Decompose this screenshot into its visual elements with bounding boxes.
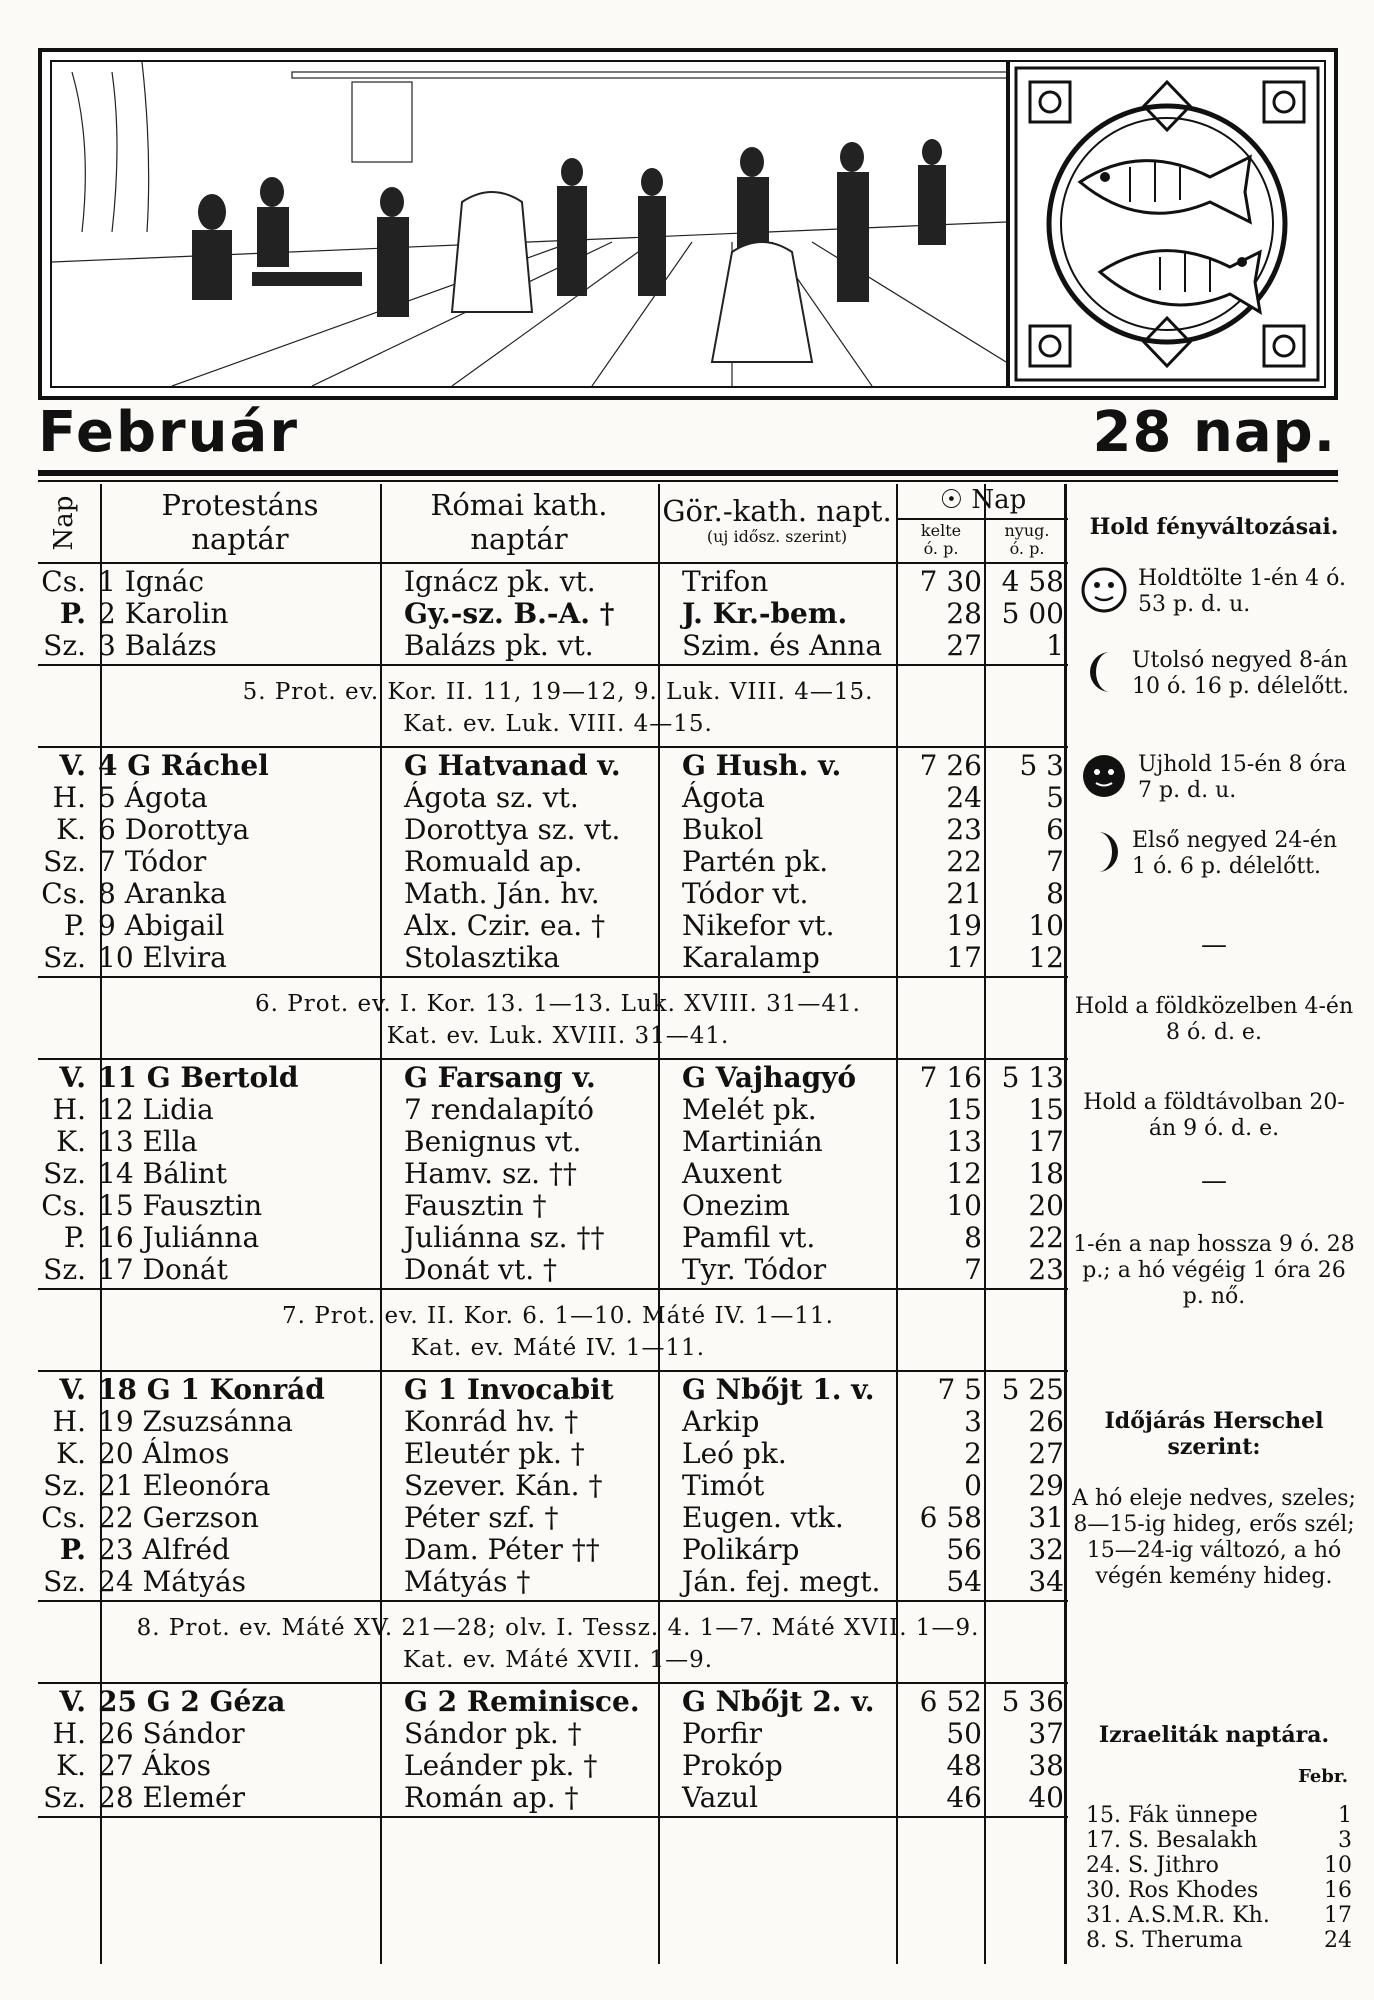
sunrise: 15 (946, 1093, 982, 1126)
greek-catholic-name: G Vajhagyó (682, 1061, 857, 1094)
day-of-week: P. (59, 597, 86, 630)
protestant-name: 13 Ella (98, 1125, 198, 1158)
header-protestant: Protestáns naptár (161, 488, 319, 556)
sunrise: 8 (964, 1221, 982, 1254)
greek-catholic-name: Melét pk. (682, 1093, 817, 1126)
sunrise: 46 (946, 1781, 982, 1814)
sunset: 10 (1028, 909, 1064, 942)
protestant-name: 1 Ignác (98, 565, 205, 598)
sidebar-dash: — (1201, 1166, 1227, 1196)
calendar-row (38, 814, 1068, 846)
last-quarter-moon-icon (1080, 648, 1128, 696)
jewish-holiday: 30. Ros Khodes (1086, 1878, 1259, 1903)
jewish-calendar-row (1080, 1829, 1356, 1853)
moon-new-item: Ujhold 15-én 8 óra 7 p. d. u. (1080, 752, 1356, 808)
day-of-week: H. (52, 1717, 86, 1750)
gospel-reading-catholic: Kat. ev. Máté XVII. 1—9. (402, 1647, 714, 1673)
calendar-row (38, 1502, 1068, 1534)
sunset: 6 (1046, 813, 1064, 846)
greek-catholic-name: Vazul (682, 1781, 759, 1814)
calendar-row (38, 878, 1068, 910)
calendar-table (38, 484, 1068, 1964)
day-of-week: Sz. (43, 845, 86, 878)
protestant-name: 8 Aranka (98, 877, 227, 910)
protestant-name: 4 G Ráchel (98, 749, 269, 782)
sunset: 1 (1046, 629, 1064, 662)
day-of-week: Sz. (43, 1469, 86, 1502)
jewish-day: 3 (1338, 1828, 1352, 1853)
jewish-day: 24 (1324, 1928, 1352, 1953)
greek-catholic-name: Arkip (682, 1405, 760, 1438)
greek-catholic-name: Polikárp (682, 1533, 800, 1566)
roman-catholic-name: Ágota sz. vt. (404, 781, 579, 814)
sunrise: 24 (946, 781, 982, 814)
roman-catholic-name: Román ap. † (404, 1781, 579, 1814)
roman-catholic-name: Dam. Péter †† (404, 1533, 600, 1566)
greek-catholic-name: Auxent (682, 1157, 782, 1190)
sunrise: 54 (946, 1565, 982, 1598)
protestant-name: 3 Balázs (98, 629, 217, 662)
day-of-week: P. (63, 1221, 86, 1254)
protestant-name: 21 Eleonóra (98, 1469, 271, 1502)
gospel-reading-protestant: 6. Prot. ev. I. Kor. 13. 1—13. Luk. XVIII. 31—41. (255, 991, 861, 1017)
header-illustration-frame (38, 48, 1338, 400)
sunset: 37 (1028, 1717, 1064, 1750)
roman-catholic-name: Ignácz pk. vt. (404, 565, 596, 598)
sunrise: 7 5 (937, 1373, 982, 1406)
pisces-zodiac-emblem (1008, 60, 1326, 388)
gospel-reading-catholic: Kat. ev. Luk. XVIII. 31—41. (386, 1023, 730, 1049)
calendar-row (38, 598, 1068, 630)
roman-catholic-name: G Hatvanad v. (404, 749, 621, 782)
sunrise: 7 26 (919, 749, 982, 782)
jewish-calendar-row (1080, 1879, 1356, 1903)
sunrise: 27 (946, 629, 982, 662)
sunrise: 7 (964, 1253, 982, 1286)
calendar-row (38, 1254, 1068, 1286)
sunset: 7 (1046, 845, 1064, 878)
roman-catholic-name: Szever. Kán. † (404, 1469, 603, 1502)
sunset: 5 25 (1001, 1373, 1064, 1406)
roman-catholic-name: G Farsang v. (404, 1061, 596, 1094)
day-length-note: 1-én a nap hossza 9 ó. 28 p.; a hó végéig 1 óra 26 p. nő. (1073, 1232, 1355, 1309)
protestant-name: 11 G Bertold (98, 1061, 299, 1094)
protestant-name: 25 G 2 Géza (98, 1685, 286, 1718)
week-bottom-rule (38, 1288, 1068, 1290)
gospel-reading-protestant: 7. Prot. ev. II. Kor. 6. 1—10. Máté IV. 1—11. (282, 1303, 834, 1329)
protestant-name: 15 Fausztin (98, 1189, 263, 1222)
jewish-holiday: 31. A.S.M.R. Kh. (1086, 1903, 1270, 1928)
day-of-week: Sz. (43, 1253, 86, 1286)
month-title: Február (38, 400, 299, 465)
sunset: 38 (1028, 1749, 1064, 1782)
day-of-week: Sz. (43, 941, 86, 974)
day-of-week: Cs. (41, 1501, 86, 1534)
jewish-calendar-row (1080, 1904, 1356, 1928)
greek-catholic-name: Karalamp (682, 941, 820, 974)
jewish-holiday: 24. S. Jithro (1086, 1853, 1219, 1878)
days-count-title: 28 nap. (1092, 400, 1336, 465)
gospel-reading-protestant: 5. Prot. ev. Kor. II. 11, 19—12, 9. Luk. VIII. 4—15. (242, 679, 874, 705)
calendar-row (38, 1374, 1068, 1406)
jewish-calendar-title: Izraeliták naptára. (1098, 1722, 1330, 1748)
day-of-week: K. (56, 1125, 86, 1158)
greek-catholic-name: Trifon (682, 565, 769, 598)
day-of-week: V. (59, 1685, 86, 1718)
greek-catholic-name: Onezim (682, 1189, 790, 1222)
roman-catholic-name: Balázs pk. vt. (404, 629, 594, 662)
sunset: 32 (1028, 1533, 1064, 1566)
sunrise: 23 (946, 813, 982, 846)
roman-catholic-name: Juliánna sz. †† (404, 1221, 605, 1254)
roman-catholic-name: Mátyás † (404, 1565, 531, 1598)
sunrise: 2 (964, 1437, 982, 1470)
calendar-row (38, 1438, 1068, 1470)
jewish-calendar-row (1080, 1929, 1356, 1953)
sidebar-dash: — (1201, 930, 1227, 960)
sunset: 17 (1028, 1125, 1064, 1158)
day-of-week: Sz. (43, 629, 86, 662)
calendar-row (38, 910, 1068, 942)
roman-catholic-name: Gy.-sz. B.-A. † (404, 597, 615, 630)
jewish-day: 1 (1338, 1803, 1352, 1828)
roman-catholic-name: Donát vt. † (404, 1253, 558, 1286)
greek-catholic-name: Nikefor vt. (682, 909, 835, 942)
roman-catholic-name: G 2 Reminisce. (404, 1685, 640, 1718)
sunrise: 6 52 (919, 1685, 982, 1718)
roman-catholic-name: Benignus vt. (404, 1125, 582, 1158)
sunrise: 7 30 (919, 565, 982, 598)
day-of-week: Sz. (43, 1781, 86, 1814)
gospel-reading-catholic: Kat. ev. Máté IV. 1—11. (410, 1335, 706, 1361)
calendar-row (38, 1094, 1068, 1126)
protestant-name: 6 Dorottya (98, 813, 250, 846)
protestant-name: 28 Elemér (98, 1781, 245, 1814)
sunset: 26 (1028, 1405, 1064, 1438)
weather-title: Időjárás Herschel szerint: (1104, 1408, 1324, 1460)
greek-catholic-name: Tyr. Tódor (682, 1253, 827, 1286)
protestant-name: 10 Elvira (98, 941, 227, 974)
sunrise: 6 58 (919, 1501, 982, 1534)
sunset: 34 (1028, 1565, 1064, 1598)
day-of-week: K. (56, 1437, 86, 1470)
week-top-rule (38, 1370, 1068, 1372)
greek-catholic-name: Bukol (682, 813, 764, 846)
day-of-week: H. (52, 1405, 86, 1438)
roman-catholic-name: Stolasztika (404, 941, 560, 974)
roman-catholic-name: Konrád hv. † (404, 1405, 579, 1438)
sunset: 27 (1028, 1437, 1064, 1470)
calendar-row (38, 782, 1068, 814)
jewish-day: 10 (1324, 1853, 1352, 1878)
greek-catholic-name: J. Kr.-bem. (682, 597, 848, 630)
title-rule-thin (38, 480, 1338, 482)
protestant-name: 18 G 1 Konrád (98, 1373, 325, 1406)
day-of-week: H. (52, 781, 86, 814)
calendar-row (38, 1190, 1068, 1222)
calendar-row (38, 942, 1068, 974)
sunset: 18 (1028, 1157, 1064, 1190)
calendar-row (38, 1470, 1068, 1502)
calendar-row (38, 1782, 1068, 1814)
day-of-week: V. (59, 1373, 86, 1406)
roman-catholic-name: Sándor pk. † (404, 1717, 582, 1750)
calendar-row (38, 1750, 1068, 1782)
day-of-week: V. (59, 749, 86, 782)
title-rule-thick (38, 470, 1338, 476)
greek-catholic-name: Timót (682, 1469, 765, 1502)
sunset: 5 3 (1019, 749, 1064, 782)
sunset: 8 (1046, 877, 1064, 910)
week-bottom-rule (38, 976, 1068, 978)
sunrise: 3 (964, 1405, 982, 1438)
protestant-name: 2 Karolin (98, 597, 229, 630)
sunrise: 56 (946, 1533, 982, 1566)
sunset: 20 (1028, 1189, 1064, 1222)
day-of-week: K. (56, 1749, 86, 1782)
sunset: 23 (1028, 1253, 1064, 1286)
jewish-calendar-month: Febr. (1298, 1766, 1348, 1787)
protestant-name: 19 Zsuzsánna (98, 1405, 293, 1438)
roman-catholic-name: Hamv. sz. †† (404, 1157, 577, 1190)
greek-catholic-name: Porfir (682, 1717, 763, 1750)
roman-catholic-name: G 1 Invocabit (404, 1373, 614, 1406)
table-header (38, 484, 1068, 564)
apogee-note: Hold a földtávolban 20-án 9 ó. d. e. (1083, 1090, 1345, 1141)
greek-catholic-name: Ágota (682, 781, 765, 814)
day-of-week: Sz. (43, 1565, 86, 1598)
greek-catholic-name: G Nbőjt 1. v. (682, 1373, 875, 1406)
moon-first-quarter-item: Első negyed 24-én 1 ó. 6 p. délelőtt. (1080, 828, 1356, 898)
sunrise: 17 (946, 941, 982, 974)
week-top-rule (38, 1058, 1068, 1060)
weather-text: A hó eleje nedves, szeles; 8—15-ig hideg, erős szél; 15—24-ig változó, a hó végén kemény hideg. (1072, 1486, 1356, 1589)
perigee-note: Hold a földközelben 4-én 8 ó. d. e. (1074, 994, 1354, 1045)
day-of-week: Cs. (41, 877, 86, 910)
sunrise: 48 (946, 1749, 982, 1782)
greek-catholic-name: Tódor vt. (682, 877, 809, 910)
protestant-name: 7 Tódor (98, 845, 207, 878)
gospel-reading-catholic: Kat. ev. Luk. VIII. 4—15. (403, 711, 713, 737)
calendar-row (38, 1062, 1068, 1094)
day-of-week: V. (59, 1061, 86, 1094)
dance-scene-illustration (50, 60, 1008, 388)
gospel-reading-protestant: 8. Prot. ev. Máté XV. 21—28; olv. I. Tessz. 4. 1—7. Máté XVII. 1—9. (136, 1615, 980, 1641)
roman-catholic-name: Romuald ap. (404, 845, 583, 878)
greek-catholic-name: Partén pk. (682, 845, 829, 878)
sunrise: 22 (946, 845, 982, 878)
protestant-name: 22 Gerzson (98, 1501, 259, 1534)
calendar-row (38, 566, 1068, 598)
calendar-row (38, 1126, 1068, 1158)
greek-catholic-name: Martinián (682, 1125, 823, 1158)
first-quarter-moon-icon (1080, 828, 1128, 876)
protestant-name: 9 Abigail (98, 909, 225, 942)
day-of-week: P. (63, 909, 86, 942)
day-of-week: P. (59, 1533, 86, 1566)
day-of-week: Cs. (41, 1189, 86, 1222)
jewish-holiday: 17. S. Besalakh (1086, 1828, 1258, 1853)
sunset: 22 (1028, 1221, 1064, 1254)
roman-catholic-name: Math. Ján. hv. (404, 877, 600, 910)
day-of-week: Sz. (43, 1157, 86, 1190)
protestant-name: 24 Mátyás (98, 1565, 247, 1598)
header-roman-catholic: Római kath. naptár (430, 488, 608, 556)
calendar-row (38, 1534, 1068, 1566)
roman-catholic-name: Péter szf. † (404, 1501, 559, 1534)
greek-catholic-name: Ján. fej. megt. (682, 1565, 881, 1598)
week-top-rule (38, 746, 1068, 748)
sunset: 29 (1028, 1469, 1064, 1502)
protestant-name: 23 Alfréd (98, 1533, 230, 1566)
roman-catholic-name: Leánder pk. † (404, 1749, 598, 1782)
sunset: 12 (1028, 941, 1064, 974)
new-moon-icon (1080, 752, 1128, 800)
full-moon-icon (1080, 566, 1128, 614)
sunrise: 21 (946, 877, 982, 910)
sunset: 4 58 (1001, 565, 1064, 598)
calendar-row (38, 1158, 1068, 1190)
calendar-row (38, 1566, 1068, 1598)
week-bottom-rule (38, 1816, 1068, 1818)
greek-catholic-name: Prokóp (682, 1749, 783, 1782)
greek-catholic-name: Leó pk. (682, 1437, 787, 1470)
calendar-row (38, 750, 1068, 782)
sunset: 15 (1028, 1093, 1064, 1126)
sunrise: 50 (946, 1717, 982, 1750)
sunrise: 28 (946, 597, 982, 630)
week-bottom-rule (38, 664, 1068, 666)
sunrise: 12 (946, 1157, 982, 1190)
greek-catholic-name: Pamfil vt. (682, 1221, 816, 1254)
day-of-week: H. (52, 1093, 86, 1126)
day-of-week: Cs. (41, 565, 86, 598)
roman-catholic-name: Dorottya sz. vt. (404, 813, 621, 846)
protestant-name: 27 Ákos (98, 1749, 211, 1782)
greek-catholic-name: G Nbőjt 2. v. (682, 1685, 875, 1718)
protestant-name: 5 Ágota (98, 781, 208, 814)
day-of-week: K. (56, 813, 86, 846)
sunrise: 10 (946, 1189, 982, 1222)
jewish-day: 17 (1324, 1903, 1352, 1928)
sunset: 5 36 (1001, 1685, 1064, 1718)
calendar-row (38, 1406, 1068, 1438)
sunrise: 13 (946, 1125, 982, 1158)
calendar-row (38, 1718, 1068, 1750)
sunset: 31 (1028, 1501, 1064, 1534)
calendar-row (38, 846, 1068, 878)
week-bottom-rule (38, 1600, 1068, 1602)
moon-phases-title: Hold fényváltozásai. (1089, 514, 1339, 540)
sunset: 40 (1028, 1781, 1064, 1814)
sunset: 5 (1046, 781, 1064, 814)
greek-catholic-name: G Hush. v. (682, 749, 842, 782)
calendar-row (38, 630, 1068, 662)
moon-full-item: Holdtölte 1-én 4 ó. 53 p. d. u. (1080, 566, 1356, 622)
sunrise: 7 16 (919, 1061, 982, 1094)
sunset: 5 13 (1001, 1061, 1064, 1094)
header-sun: ☉ Nap kelte nyug. ó. p. ó. p. (898, 484, 1068, 562)
protestant-name: 16 Juliánna (98, 1221, 260, 1254)
jewish-calendar-row (1080, 1804, 1356, 1828)
jewish-calendar-row (1080, 1854, 1356, 1878)
protestant-name: 20 Álmos (98, 1437, 230, 1470)
roman-catholic-name: 7 rendalapító (404, 1093, 594, 1126)
protestant-name: 12 Lidia (98, 1093, 214, 1126)
sunrise: 19 (946, 909, 982, 942)
protestant-name: 17 Donát (98, 1253, 228, 1286)
greek-catholic-name: Szim. és Anna (682, 629, 883, 662)
protestant-name: 14 Bálint (98, 1157, 227, 1190)
roman-catholic-name: Alx. Czir. ea. † (404, 909, 606, 942)
moon-last-quarter-item: Utolsó negyed 8-án 10 ó. 16 p. délelőtt. (1080, 648, 1356, 718)
jewish-holiday: 15. Fák ünnepe (1086, 1803, 1258, 1828)
sunrise: 0 (964, 1469, 982, 1502)
calendar-row (38, 1686, 1068, 1718)
greek-catholic-name: Eugen. vtk. (682, 1501, 844, 1534)
roman-catholic-name: Fausztin † (404, 1189, 547, 1222)
protestant-name: 26 Sándor (98, 1717, 245, 1750)
week-top-rule (38, 1682, 1068, 1684)
sunset: 5 00 (1001, 597, 1064, 630)
calendar-row (38, 1222, 1068, 1254)
roman-catholic-name: Eleutér pk. † (404, 1437, 585, 1470)
header-nap: Nap (49, 495, 79, 551)
jewish-day: 16 (1324, 1878, 1352, 1903)
jewish-holiday: 8. S. Theruma (1086, 1928, 1243, 1953)
header-greek-catholic: Gör.-kath. napt. (uj idősz. szerint) (662, 494, 892, 546)
